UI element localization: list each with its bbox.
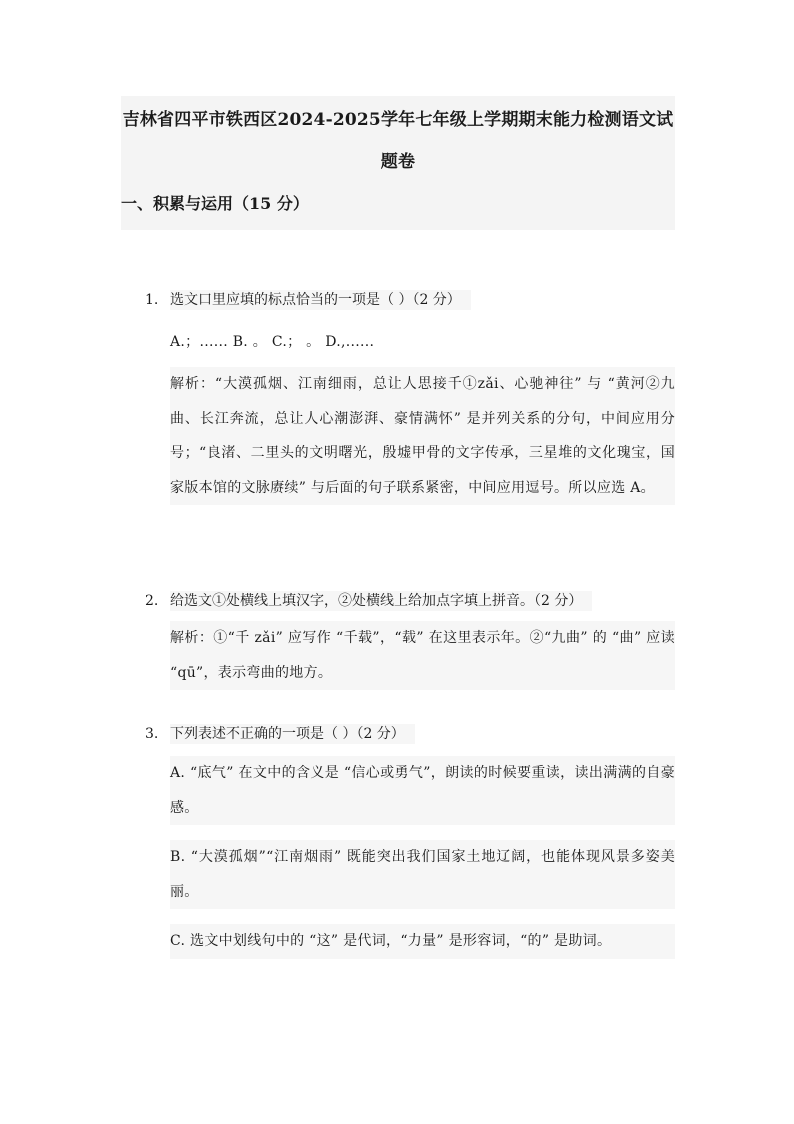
question-analysis: 解析：“大漠孤烟、江南细雨，总让人思接千①zǎi、心驰神往” 与 “黄河②九曲、长江奔流，总让人心潮澎湃、豪情满怀” 是并列关系的分句，中间应用分号；“良渚、二里头的文明曙光，殷墟甲骨的文字传承，三星堆的文化瑰宝，国家版本馆的文脉赓续” 与后面的句子联系紧密，中间应用逗号。所以应选 A。 [170,367,675,505]
title-line-2: 题卷 [380,152,416,172]
question-number: 3. [145,726,159,742]
question-analysis: 解析：①“千 zǎi” 应写作 “千载”，“载” 在这里表示年。②“九曲” 的 “曲” 应读 “qū”，表示弯曲的地方。 [170,621,675,690]
question-options: A.；...... B. 。 C.； 。 D.,...... [170,334,375,350]
title-line-1: 吉林省四平市铁西区2024-2025学年七年级上学期期末能力检测语文试 [122,110,674,130]
title-block [121,96,675,230]
question-number: 1. [145,292,159,308]
option-a: A. “底气” 在文中的含义是 “信心或勇气”，朗读的时候要重读，读出满满的自豪感。 [170,756,675,825]
document-title [121,96,675,183]
question-stem: 给选文①处横线上填汉字，②处横线上给加点字填上拼音。（2 分） [170,591,592,611]
option-c: C. 选文中划线句中的 “这” 是代词，“力量” 是形容词，“的” 是助词。 [170,924,675,959]
question-stem: 下列表述不正确的一项是（ ）（2 分） [170,724,415,744]
question-number: 2. [145,593,159,609]
section-heading: 一、积累与运用（15 分） [121,194,309,213]
option-b: B. “大漠孤烟”“江南烟雨” 既能突出我们国家土地辽阔，也能体现风景多姿美丽。 [170,840,675,909]
question-stem: 选文口里应填的标点恰当的一项是（ ）（2 分） [170,290,471,310]
